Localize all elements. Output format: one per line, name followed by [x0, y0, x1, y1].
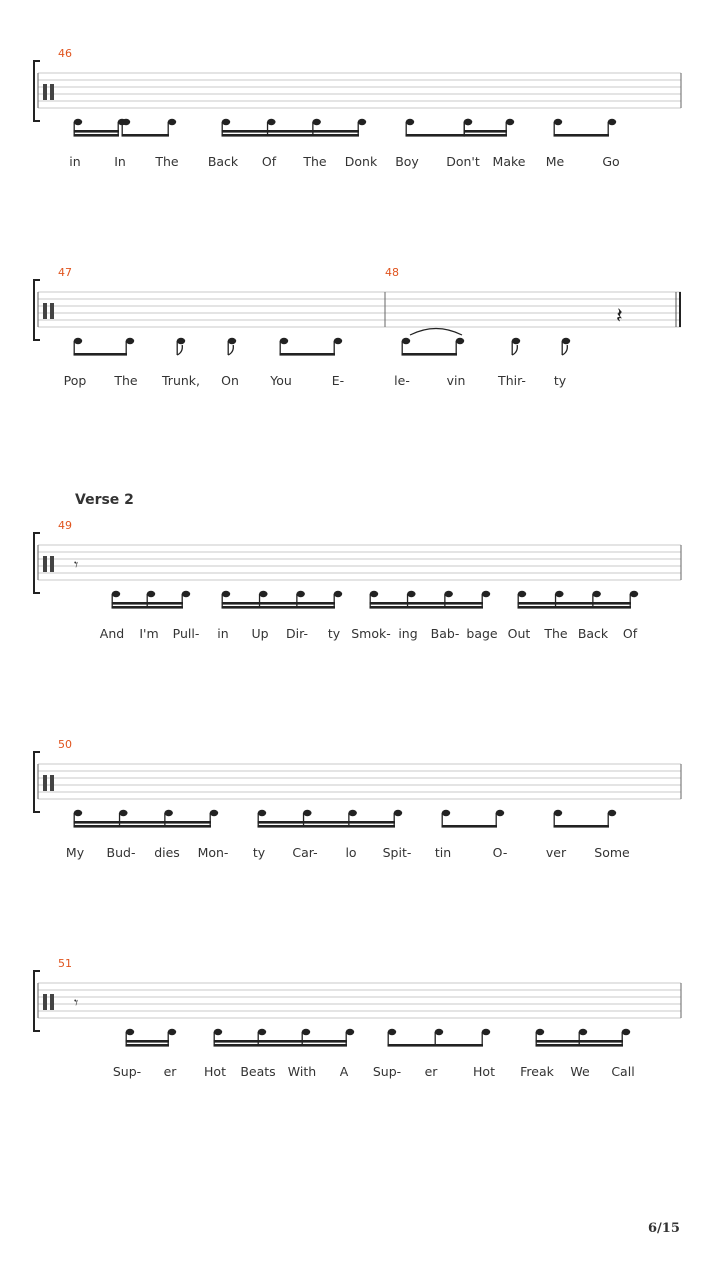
lyric-syllable: In — [114, 154, 126, 169]
note-beam — [112, 606, 184, 609]
note-head — [302, 1029, 310, 1035]
staff-drawing — [0, 525, 720, 725]
note-beam — [222, 602, 336, 605]
note-head — [506, 119, 514, 125]
note-beam — [74, 130, 120, 133]
staff-drawing — [0, 53, 720, 253]
lyric-syllable: Back — [577, 626, 609, 641]
note-beam — [258, 821, 396, 824]
lyric-syllable: ty — [553, 373, 567, 388]
lyric-syllable: Donk — [344, 154, 378, 169]
note-head — [334, 338, 342, 344]
note-beam — [126, 1040, 170, 1043]
note-head — [228, 338, 236, 344]
note-beam — [74, 134, 120, 137]
note-beam — [74, 353, 128, 356]
note-beam — [464, 134, 508, 137]
staff-system — [0, 519, 720, 725]
note-head — [126, 338, 134, 344]
lyric-syllable: lo — [345, 845, 357, 860]
note-head — [267, 119, 275, 125]
note-head — [259, 591, 267, 597]
lyric-syllable: ty — [252, 845, 266, 860]
note-head — [562, 338, 570, 344]
note-beam — [442, 825, 498, 828]
note-beam — [222, 606, 336, 609]
note-head — [222, 119, 230, 125]
lyric-syllable: ty — [327, 626, 341, 641]
note-beam — [518, 602, 632, 605]
note-head — [402, 338, 410, 344]
note-head — [280, 338, 288, 344]
eighth-rest: 𝄾 — [74, 555, 79, 574]
page-number: 6/15 — [648, 1221, 680, 1236]
measure-number: 51 — [58, 957, 72, 970]
note-head — [464, 119, 472, 125]
lyric-syllable: Freak — [520, 1064, 554, 1079]
lyric-syllable: A — [339, 1064, 349, 1079]
note-beam — [554, 825, 610, 828]
note-flag — [177, 345, 182, 355]
lyric-syllable: Bab- — [430, 626, 460, 641]
system-bracket — [34, 533, 40, 593]
note-head — [74, 810, 82, 816]
percussion-clef — [43, 303, 47, 319]
note-flag — [228, 345, 233, 355]
lyric-syllable: Boy — [395, 154, 419, 169]
note-beam — [554, 134, 610, 137]
lyric-syllable: And — [99, 626, 125, 641]
note-head — [406, 119, 414, 125]
lyric-syllable: Pull- — [172, 626, 200, 641]
measure-number: 50 — [58, 738, 72, 751]
note-head — [122, 119, 130, 125]
lyric-syllable: On — [221, 373, 239, 388]
staff-system — [0, 957, 720, 1163]
note-head — [456, 338, 464, 344]
lyric-syllable: I'm — [139, 626, 159, 641]
lyric-syllable: With — [287, 1064, 317, 1079]
note-beam — [536, 1044, 624, 1047]
tie — [410, 329, 462, 336]
lyric-syllable: bage — [466, 626, 498, 641]
note-head — [554, 119, 562, 125]
percussion-clef — [50, 84, 54, 100]
note-beam — [518, 606, 632, 609]
note-head — [444, 591, 452, 597]
lyric-syllable: Car- — [292, 845, 318, 860]
system-bracket — [34, 280, 40, 340]
note-head — [482, 1029, 490, 1035]
percussion-clef — [43, 775, 47, 791]
lyric-syllable: er — [163, 1064, 177, 1079]
lyric-syllable: Sup- — [112, 1064, 142, 1079]
note-head — [74, 338, 82, 344]
lyric-syllable: Up — [251, 626, 269, 641]
lyric-syllable: E- — [331, 373, 345, 388]
note-head — [592, 591, 600, 597]
lyric-syllable: Call — [611, 1064, 635, 1079]
lyric-syllable: Smok- — [351, 626, 391, 641]
note-head — [182, 591, 190, 597]
staff-drawing — [0, 963, 720, 1163]
note-beam — [222, 134, 360, 137]
note-head — [482, 591, 490, 597]
note-head — [214, 1029, 222, 1035]
staff-system — [0, 738, 720, 944]
lyric-syllable: ing — [398, 626, 418, 641]
lyric-syllable: Make — [492, 154, 526, 169]
system-bracket — [34, 61, 40, 121]
note-head — [177, 338, 185, 344]
lyric-syllable: Dir- — [286, 626, 308, 641]
lyric-syllable: er — [424, 1064, 438, 1079]
note-head — [536, 1029, 544, 1035]
note-head — [407, 591, 415, 597]
lyric-syllable: Of — [261, 154, 277, 169]
lyric-syllable: The — [155, 154, 179, 169]
note-head — [496, 810, 504, 816]
note-head — [442, 810, 450, 816]
note-beam — [214, 1040, 348, 1043]
note-beam — [214, 1044, 348, 1047]
eighth-rest: 𝄾 — [74, 993, 79, 1012]
note-head — [518, 591, 526, 597]
lyric-syllable: Bud- — [106, 845, 136, 860]
lyric-syllable: Mon- — [197, 845, 229, 860]
lyric-syllable: Don't — [446, 154, 480, 169]
lyric-syllable: Spit- — [382, 845, 412, 860]
note-beam — [112, 602, 184, 605]
percussion-clef — [50, 303, 54, 319]
lyric-syllable: O- — [492, 845, 508, 860]
note-head — [168, 1029, 176, 1035]
lyric-syllable: Hot — [473, 1064, 495, 1079]
note-head — [370, 591, 378, 597]
note-beam — [402, 353, 458, 356]
lyric-syllable: We — [570, 1064, 590, 1079]
lyric-syllable: vin — [446, 373, 466, 388]
note-head — [168, 119, 176, 125]
note-head — [346, 1029, 354, 1035]
note-head — [608, 119, 616, 125]
percussion-clef — [43, 84, 47, 100]
lyric-syllable: My — [65, 845, 85, 860]
note-head — [112, 591, 120, 597]
lyric-syllable: in — [69, 154, 81, 169]
staff-system — [0, 266, 720, 472]
note-head — [312, 119, 320, 125]
measure-number: 47 — [58, 266, 72, 279]
section-label: Verse 2 — [75, 492, 134, 508]
lyric-syllable: The — [114, 373, 138, 388]
note-beam — [536, 1040, 624, 1043]
note-head — [119, 810, 127, 816]
staff-system — [0, 47, 720, 253]
note-head — [388, 1029, 396, 1035]
note-head — [608, 810, 616, 816]
note-beam — [126, 1044, 170, 1047]
note-head — [164, 810, 172, 816]
note-head — [74, 119, 82, 125]
note-beam — [222, 130, 360, 133]
note-beam — [74, 825, 212, 828]
lyric-syllable: Me — [545, 154, 565, 169]
lyric-syllable: The — [544, 626, 568, 641]
note-head — [147, 591, 155, 597]
note-head — [348, 810, 356, 816]
note-beam — [280, 353, 336, 356]
note-beam — [122, 134, 170, 137]
lyric-syllable: Hot — [204, 1064, 226, 1079]
lyric-syllable: in — [217, 626, 229, 641]
lyric-syllable: Of — [622, 626, 638, 641]
staff-drawing — [0, 272, 720, 472]
measure-number: 46 — [58, 47, 72, 60]
percussion-clef — [43, 994, 47, 1010]
note-head — [394, 810, 402, 816]
percussion-clef — [50, 556, 54, 572]
percussion-clef — [50, 775, 54, 791]
percussion-clef — [50, 994, 54, 1010]
note-head — [512, 338, 520, 344]
note-beam — [406, 134, 466, 137]
lyric-syllable: dies — [154, 845, 180, 860]
lyric-syllable: Some — [594, 845, 630, 860]
note-beam — [74, 821, 212, 824]
note-head — [303, 810, 311, 816]
note-head — [554, 810, 562, 816]
note-head — [258, 810, 266, 816]
lyric-syllable: Beats — [240, 1064, 276, 1079]
lyric-syllable: ver — [545, 845, 567, 860]
note-head — [622, 1029, 630, 1035]
note-flag — [512, 345, 517, 355]
rest-symbol: 𝄽 — [616, 304, 623, 329]
lyric-syllable: You — [270, 373, 292, 388]
lyric-syllable: le- — [394, 373, 410, 388]
note-head — [296, 591, 304, 597]
note-head — [210, 810, 218, 816]
lyric-syllable: Trunk, — [162, 373, 200, 388]
lyric-syllable: Pop — [63, 373, 87, 388]
note-head — [630, 591, 638, 597]
measure-number: 48 — [385, 266, 399, 279]
note-head — [435, 1029, 443, 1035]
note-head — [358, 119, 366, 125]
lyric-syllable: Sup- — [372, 1064, 402, 1079]
measure-number: 49 — [58, 519, 72, 532]
lyric-syllable: Go — [602, 154, 620, 169]
system-bracket — [34, 752, 40, 812]
note-beam — [464, 130, 508, 133]
note-head — [334, 591, 342, 597]
note-head — [126, 1029, 134, 1035]
lyric-syllable: tin — [434, 845, 452, 860]
note-beam — [370, 602, 484, 605]
note-head — [555, 591, 563, 597]
lyric-syllable: Thir- — [498, 373, 526, 388]
staff-drawing — [0, 744, 720, 944]
note-head — [579, 1029, 587, 1035]
lyric-syllable: Back — [207, 154, 239, 169]
lyric-syllable: The — [303, 154, 327, 169]
system-bracket — [34, 971, 40, 1031]
percussion-clef — [43, 556, 47, 572]
note-flag — [562, 345, 567, 355]
note-beam — [388, 1044, 484, 1047]
note-beam — [258, 825, 396, 828]
note-beam — [370, 606, 484, 609]
note-head — [258, 1029, 266, 1035]
lyric-syllable: Out — [507, 626, 531, 641]
note-head — [222, 591, 230, 597]
